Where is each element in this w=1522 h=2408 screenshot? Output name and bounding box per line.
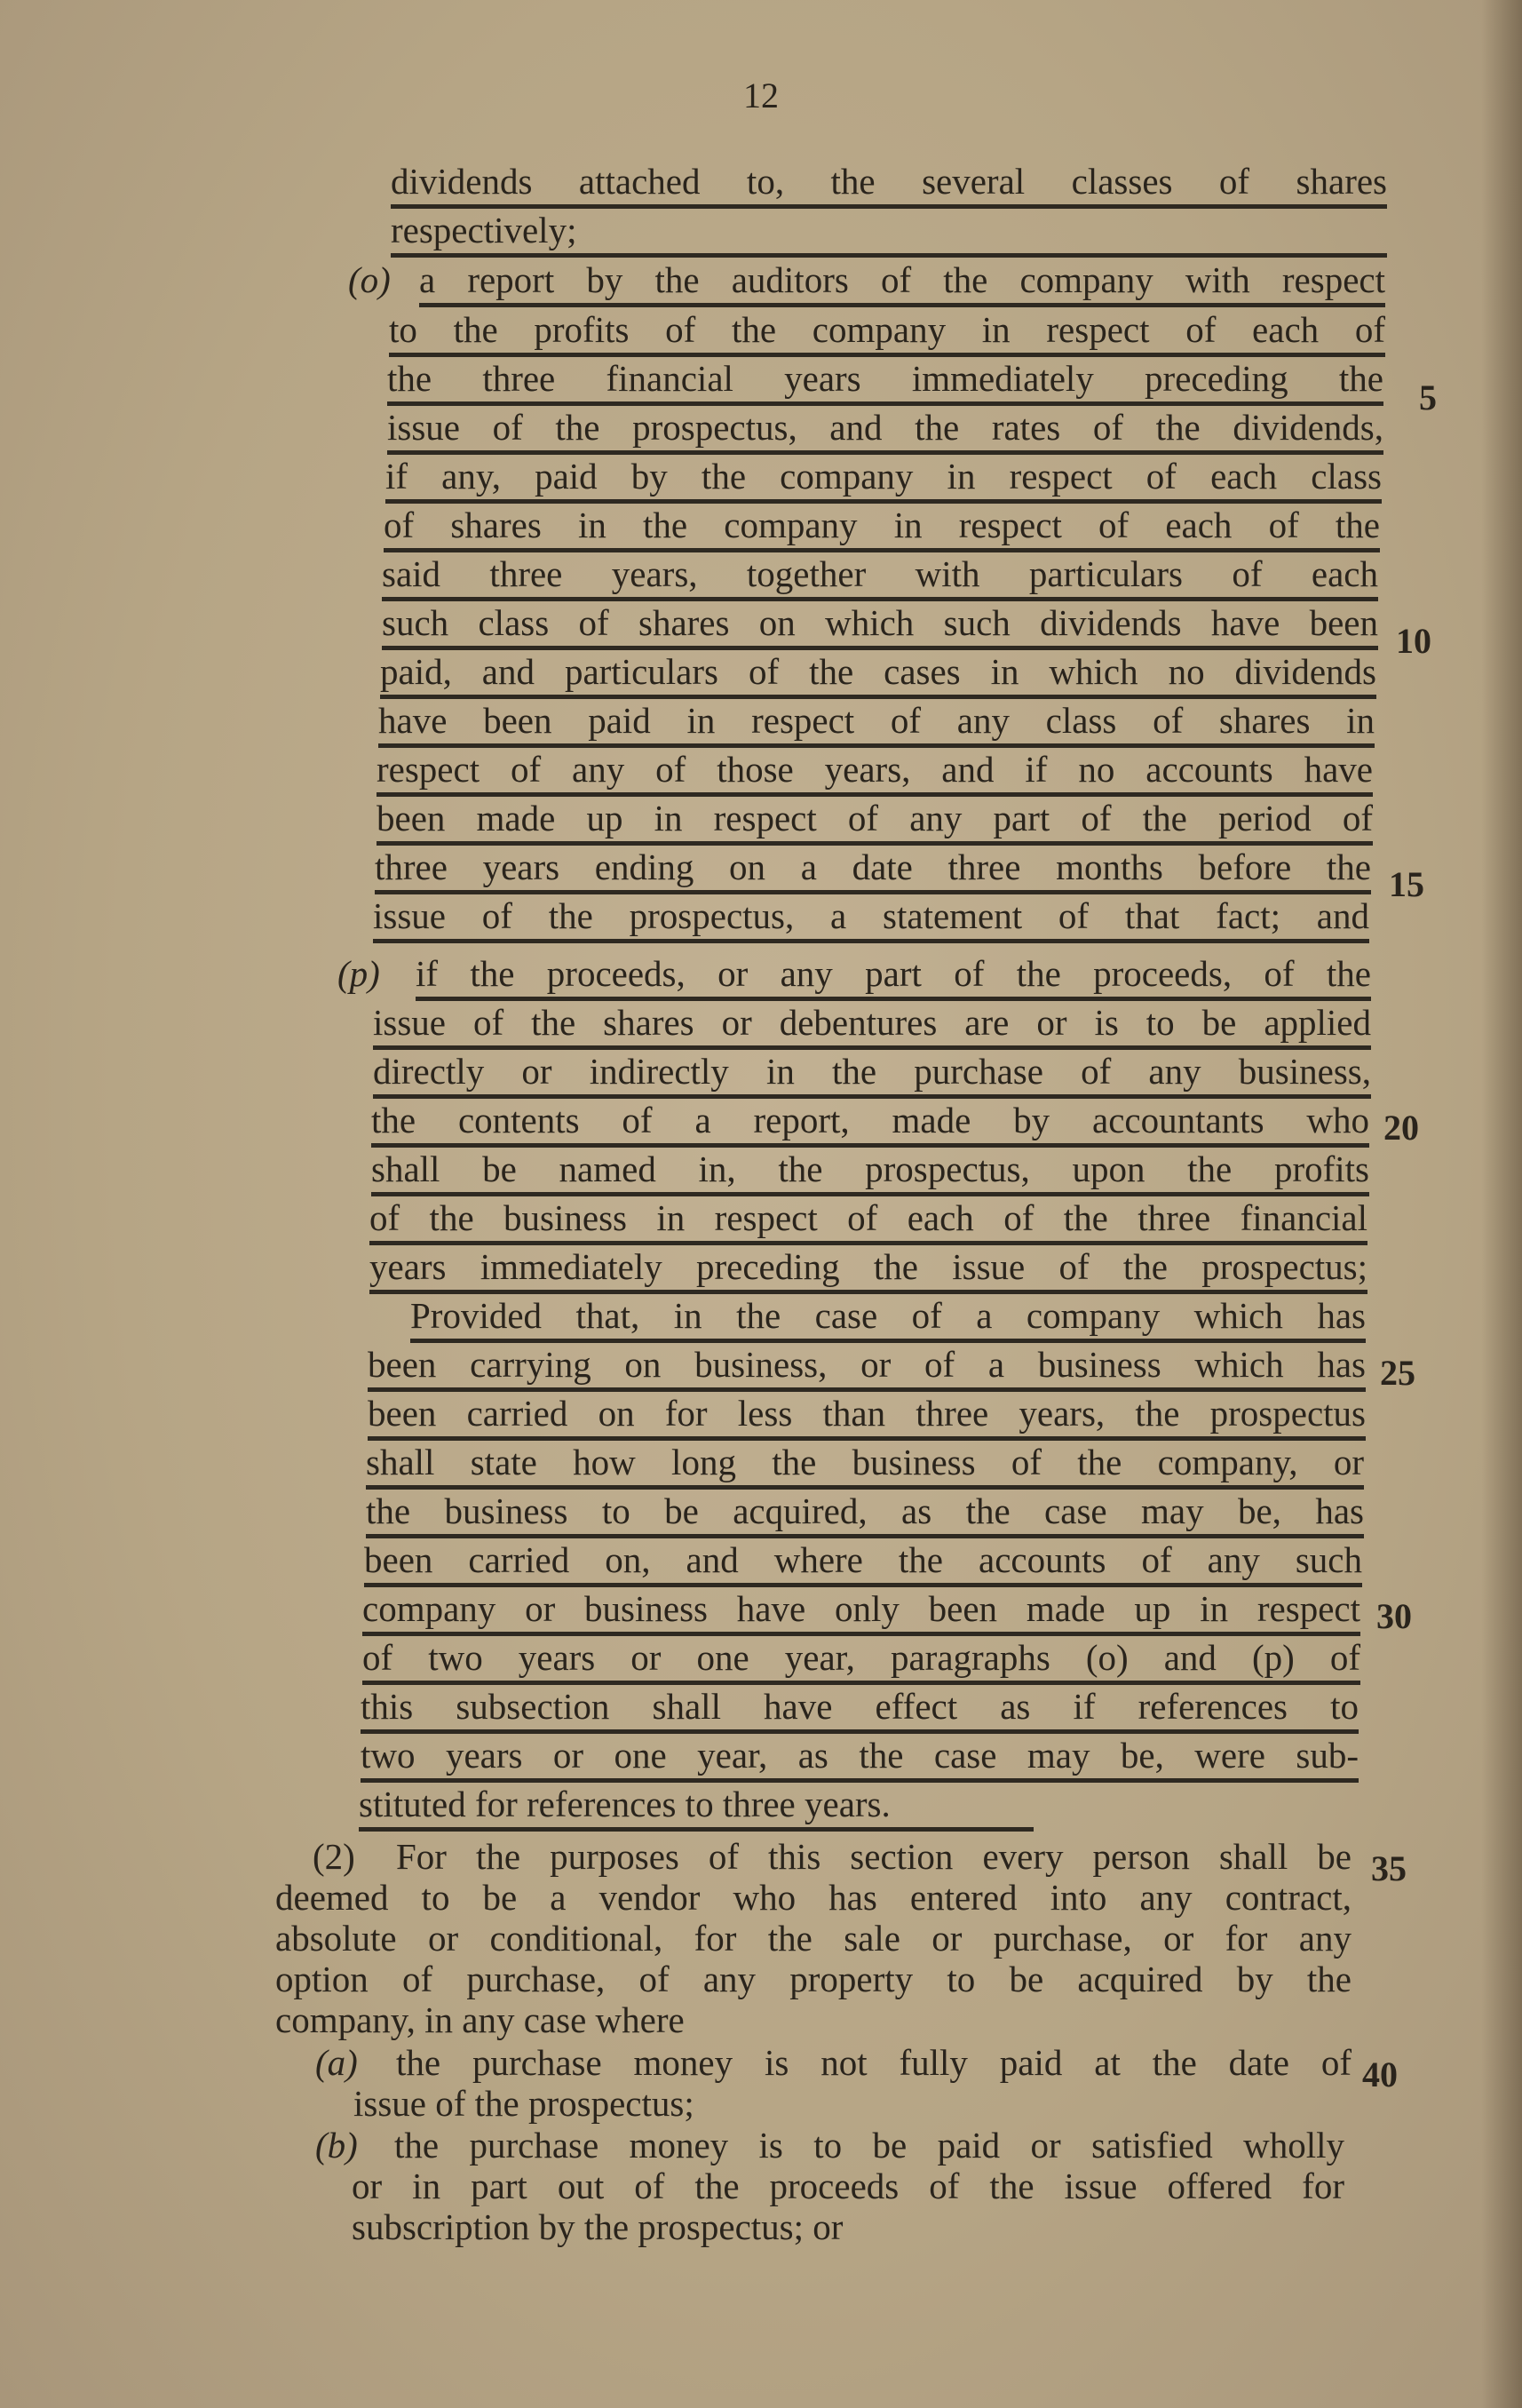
line-number-35: 35 (1371, 1848, 1407, 1888)
page-edge-shadow (1481, 0, 1522, 2408)
text-line-23: years immediately preceding the issue of the prospectus; (369, 1244, 1367, 1294)
text-line-29: been carried on, and where the accounts of any such (364, 1537, 1362, 1587)
text-line-40: the purchase money is not fully paid at the date of (396, 2042, 1352, 2083)
text-line-32: this subsection shall have effect as if references to (361, 1683, 1359, 1734)
text-line-5: the three financial years immediately preceding the (387, 355, 1383, 406)
text-line-34: stituted for references to three years. (359, 1781, 1034, 1832)
text-line-25: been carrying on business, or of a business which has (368, 1341, 1366, 1392)
text-line-10: such class of shares on which such dividends have been (382, 600, 1378, 650)
text-line-8: of shares in the company in respect of each of the (384, 502, 1380, 552)
text-line-42: the purchase money is to be paid or satisfied wholly (394, 2125, 1344, 2166)
label-b: (b) (315, 2125, 358, 2166)
text-line-19: directly or indirectly in the purchase of any business, (373, 1048, 1371, 1099)
text-line-21: shall be named in, the prospectus, upon the profits (371, 1146, 1369, 1196)
text-line-41: issue of the prospectus; (353, 2083, 694, 2124)
text-line-13: respect of any of those years, and if no accounts have (377, 746, 1373, 797)
text-line-37: absolute or conditional, for the sale or purchase, or for any (275, 1918, 1352, 1959)
text-line-28: the business to be acquired, as the case may be, has (366, 1488, 1364, 1538)
line-number-25: 25 (1380, 1353, 1415, 1393)
text-line-33: two years or one year, as the case may be, were sub- (361, 1732, 1359, 1783)
label-o: (o) (348, 259, 391, 300)
text-line-1: dividends attached to, the several classes of shares (391, 158, 1387, 209)
line-number-15: 15 (1389, 864, 1424, 904)
text-line-22: of the business in respect of each of the three financial (369, 1195, 1367, 1245)
text-line-15: three years ending on a date three months before the (375, 844, 1371, 894)
text-line-35: For the purposes of this section every person shall be (396, 1836, 1352, 1877)
line-number-40: 40 (1362, 2054, 1398, 2094)
text-line-18: issue of the shares or debentures are or is to be applied (373, 999, 1371, 1050)
text-line-44: subscription by the prospectus; or (352, 2206, 844, 2247)
text-line-20: the contents of a report, made by accountants who (371, 1097, 1369, 1148)
line-number-10: 10 (1396, 621, 1431, 661)
text-line-27: shall state how long the business of the company, or (366, 1439, 1364, 1490)
text-line-17: if the proceeds, or any part of the proceeds, of the (416, 950, 1371, 1001)
text-line-43: or in part out of the proceeds of the issue offered for (352, 2166, 1344, 2206)
line-number-20: 20 (1383, 1108, 1419, 1148)
line-number-30: 30 (1376, 1596, 1412, 1636)
text-line-16: issue of the prospectus, a statement of that fact; and (373, 893, 1369, 943)
text-line-14: been made up in respect of any part of the period of (377, 795, 1373, 846)
page-number: 12 (743, 75, 779, 115)
text-line-31: of two years or one year, paragraphs (o) and (p) of (362, 1634, 1360, 1685)
text-line-7: if any, paid by the company in respect of each class (385, 453, 1382, 504)
text-line-2: respectively; (391, 207, 1387, 258)
label-a: (a) (315, 2042, 358, 2083)
label-subsection-2: (2) (313, 1836, 355, 1877)
text-line-12: have been paid in respect of any class of shares in (378, 697, 1375, 748)
text-line-11: paid, and particulars of the cases in which no dividends (380, 648, 1376, 699)
text-line-9: said three years, together with particulars of each (382, 551, 1378, 601)
text-line-30: company or business have only been made up in respect (362, 1585, 1360, 1636)
text-line-39: company, in any case where (275, 1999, 685, 2040)
line-number-5: 5 (1419, 377, 1437, 417)
text-line-38: option of purchase, of any property to be acquired by the (275, 1959, 1352, 1999)
text-line-4: to the profits of the company in respect of each of (389, 306, 1385, 357)
text-line-6: issue of the prospectus, and the rates of the dividends, (387, 404, 1383, 455)
text-line-26: been carried on for less than three years, the prospectus (368, 1390, 1366, 1441)
text-line-3: a report by the auditors of the company with respect (419, 257, 1385, 307)
text-line-36: deemed to be a vendor who has entered into any contract, (275, 1877, 1352, 1918)
label-p: (p) (337, 953, 380, 994)
text-line-24: Provided that, in the case of a company which has (410, 1292, 1366, 1343)
